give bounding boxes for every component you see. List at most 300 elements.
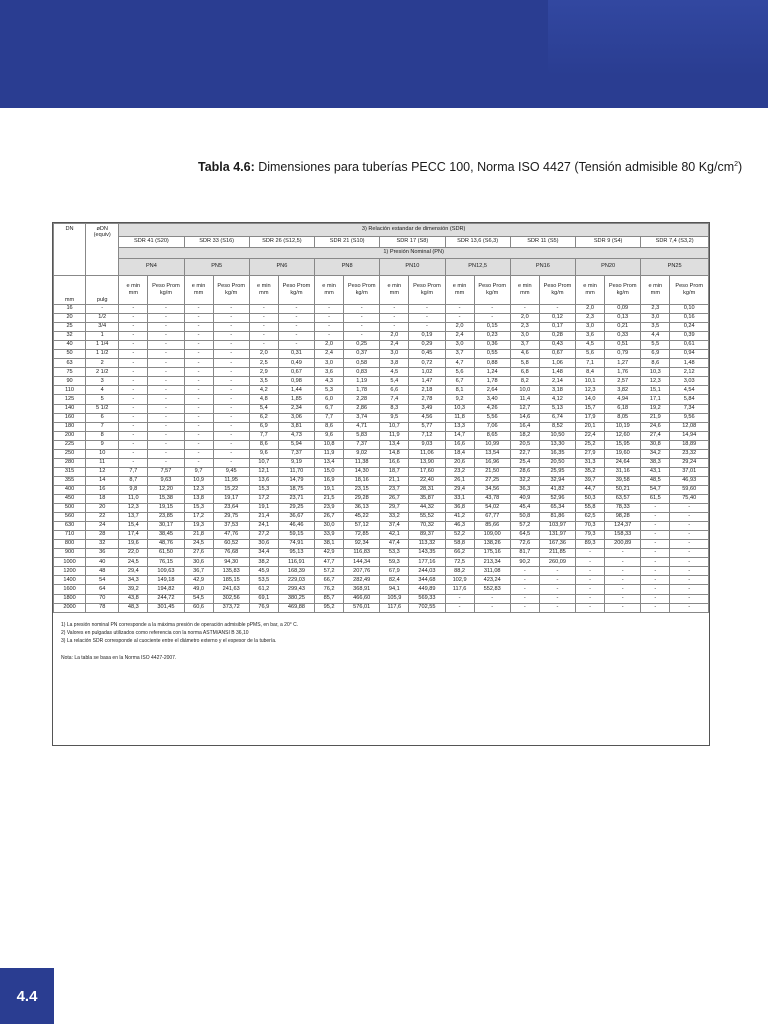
table-cell: - [148,368,184,377]
table-row [54,350,709,359]
table-row [54,395,709,404]
cell-pulg: 24 [86,522,119,531]
table-cell: 94,1 [380,585,409,594]
table-cell: 76,9 [249,603,278,612]
table-cell: 0,28 [539,332,575,341]
table-cell: 23,2 [445,467,474,476]
table-row [54,576,709,585]
table-cell: 25,2 [576,440,605,449]
table-cell: 14,7 [445,431,474,440]
cell-dn: 1400 [54,576,86,585]
table-cell: - [148,422,184,431]
table-cell: 311,08 [474,567,510,576]
table-cell: 117,6 [380,603,409,612]
table-cell: - [344,323,380,332]
table-cell: 72,85 [344,531,380,540]
table-cell: 46,3 [445,522,474,531]
table-cell: 13,7 [119,513,148,522]
table-cell: 373,72 [213,603,249,612]
table-cell: - [576,594,605,603]
table-cell: - [148,395,184,404]
table-cell: 3,5 [641,323,670,332]
table-row [54,549,709,558]
table-cell: 13,4 [315,458,344,467]
table-cell: - [510,585,539,594]
table-cell: 60,52 [213,540,249,549]
table-cell: 28,6 [510,467,539,476]
table-row [54,513,709,522]
cell-dn: 1600 [54,585,86,594]
header-emin-4: e min mm [380,276,409,305]
table-cell: 39,2 [119,585,148,594]
table-cell: 30,6 [249,540,278,549]
table-cell: 5,84 [670,395,709,404]
table-cell: 9,7 [184,467,213,476]
table-cell: 31,3 [576,458,605,467]
cell-pulg: 8 [86,431,119,440]
page-number: 4.4 [0,968,54,1024]
table-cell: 2,0 [576,305,605,314]
table-cell: 0,83 [344,368,380,377]
table-cell: 11,4 [510,395,539,404]
header-sdr-7: SDR 9 (S4) [576,237,641,248]
table-cell: - [213,413,249,422]
table-cell: 8,1 [445,386,474,395]
table-cell: - [119,404,148,413]
cell-dn: 355 [54,476,86,485]
cell-pulg: 28 [86,531,119,540]
table-cell: 38,2 [249,558,278,567]
table-cell: 12,3 [641,377,670,386]
table-row [54,323,709,332]
table-cell: 89,3 [576,540,605,549]
table-cell: 35,87 [409,494,445,503]
table-cell: 9,45 [213,467,249,476]
header-emin-6: e min mm [510,276,539,305]
table-cell: 19,3 [184,522,213,531]
table-cell: 2,64 [474,386,510,395]
table-cell: 4,54 [670,386,709,395]
table-cell: 66,7 [315,576,344,585]
table-notes [53,613,709,663]
table-cell: 9,6 [315,431,344,440]
table-cell: - [670,576,709,585]
table-cell: 3,18 [539,386,575,395]
table-cell: 37,53 [213,522,249,531]
table-cell: 3,81 [278,422,314,431]
table-row [54,585,709,594]
table-row [54,431,709,440]
table-cell: 18,4 [445,449,474,458]
table-cell: 76,2 [315,585,344,594]
table-cell: - [510,576,539,585]
table-cell: 2,3 [576,314,605,323]
table-cell: 15,38 [148,494,184,503]
table-cell: 29,75 [213,513,249,522]
cell-pulg: 64 [86,585,119,594]
table-cell: 116,83 [344,549,380,558]
header-peso-3: Peso Prom kg/m [344,276,380,305]
table-cell: 241,63 [213,585,249,594]
table-cell: 48,5 [641,476,670,485]
table-cell: 10,7 [249,458,278,467]
cell-pulg: 20 [86,504,119,513]
cell-pulg: 5 1/2 [86,404,119,413]
table-cell: 4,26 [474,404,510,413]
table-cell: 85,7 [315,594,344,603]
table-cell: 47,4 [380,540,409,549]
table-cell: 0,25 [344,341,380,350]
cell-pulg: 6 [86,413,119,422]
table-cell: 54,5 [184,594,213,603]
table-cell: - [576,558,605,567]
table-cell: 33,9 [315,531,344,540]
table-row [54,377,709,386]
header-sdr-8: SDR 7,4 (S3,2) [641,237,709,248]
table-cell: 2,86 [344,404,380,413]
table-cell: 8,3 [380,404,409,413]
table-cell: 3,7 [510,341,539,350]
table-cell: 62,5 [576,513,605,522]
table-cell: - [641,567,670,576]
table-cell: 6,2 [249,413,278,422]
table-cell: 18,89 [670,440,709,449]
header-peso-7: Peso Prom kg/m [605,276,641,305]
table-cell: 18,16 [344,476,380,485]
table-cell: 10,99 [474,440,510,449]
header-pn-8: PN25 [641,259,709,276]
table-cell: 48,3 [119,603,148,612]
table-cell: 12,3 [576,386,605,395]
table-cell: 34,2 [641,449,670,458]
table-cell: 5,4 [380,377,409,386]
table-cell: - [576,549,605,558]
table-cell: - [213,404,249,413]
header-pn-7: PN20 [576,259,641,276]
table-cell: 17,4 [119,531,148,540]
table-cell: 66,2 [445,549,474,558]
table-cell: 5,56 [474,413,510,422]
table-cell: 57,2 [315,567,344,576]
header-pn-6: PN16 [510,259,575,276]
cell-dn: 160 [54,413,86,422]
table-cell: - [670,567,709,576]
header-band [0,0,768,108]
table-cell: - [119,314,148,323]
table-cell: - [148,341,184,350]
table-cell: 1,78 [344,386,380,395]
cell-pulg: 54 [86,576,119,585]
table-cell: 15,95 [605,440,641,449]
table-cell: 211,85 [539,549,575,558]
table-cell: - [315,323,344,332]
table-cell: 16,6 [380,458,409,467]
table-cell: 4,3 [315,377,344,386]
table-cell: - [184,323,213,332]
cell-pulg: 5 [86,395,119,404]
table-cell: 0,21 [605,323,641,332]
cell-pulg: 40 [86,558,119,567]
cell-dn: 32 [54,332,86,341]
table-cell: - [184,431,213,440]
table-cell: - [315,305,344,314]
table-cell: 75,40 [670,494,709,503]
table-cell: 194,82 [148,585,184,594]
table-cell: - [119,422,148,431]
table-cell: - [670,531,709,540]
table-cell: 135,83 [213,567,249,576]
cell-dn: 315 [54,467,86,476]
table-cell: 167,36 [539,540,575,549]
header-sdr-3: SDR 21 (S10) [315,237,380,248]
table-cell: 2,12 [670,368,709,377]
header-peso-8: Peso Prom kg/m [670,276,709,305]
table-cell: 423,24 [474,576,510,585]
table-cell: - [380,305,409,314]
table-cell: 7,34 [670,404,709,413]
table-cell: 33,1 [445,494,474,503]
header-peso-1: Peso Prom kg/m [213,276,249,305]
table-cell: 12,20 [148,485,184,494]
table-cell: - [184,458,213,467]
table-title-close: ) [738,160,743,174]
table-cell: - [119,341,148,350]
table-cell: - [148,377,184,386]
table-cell: 117,6 [445,585,474,594]
table-cell: 21,4 [249,513,278,522]
table-cell: 11,9 [315,449,344,458]
table-cell: 0,94 [670,350,709,359]
table-cell: 25,4 [510,458,539,467]
table-cell: 4,94 [605,395,641,404]
table-cell: 2,3 [641,305,670,314]
table-cell: 8,65 [474,431,510,440]
table-cell: 1,47 [409,377,445,386]
table-cell: 16,96 [474,458,510,467]
cell-dn: 20 [54,314,86,323]
cell-dn: 110 [54,386,86,395]
header-wave-decoration [548,0,768,108]
table-cell: 50,3 [576,494,605,503]
header-pn-2: PN6 [249,259,314,276]
table-cell: 22,7 [510,449,539,458]
table-cell: - [605,594,641,603]
table-cell: 43,8 [119,594,148,603]
header-pn-5: PN12,5 [445,259,510,276]
table-cell: 466,60 [344,594,380,603]
table-cell: 552,83 [474,585,510,594]
table-cell: 64,5 [510,531,539,540]
table-cell: - [184,350,213,359]
table-cell: - [213,377,249,386]
table-cell: - [510,603,539,612]
table-cell: - [576,576,605,585]
table-cell: 200,89 [605,540,641,549]
table-cell: - [119,359,148,368]
table-cell: - [670,603,709,612]
table-cell: 46,93 [670,476,709,485]
table-cell: 103,97 [539,522,575,531]
table-cell: 90,2 [510,558,539,567]
table-cell: - [409,323,445,332]
table-cell: 0,98 [278,377,314,386]
table-cell: - [510,567,539,576]
table-cell: - [539,603,575,612]
table-cell: 50,21 [605,485,641,494]
table-cell: - [445,594,474,603]
table-cell: 1,06 [539,359,575,368]
cell-dn: 250 [54,449,86,458]
table-cell: 30,8 [641,440,670,449]
table-cell: - [539,576,575,585]
header-emin-7: e min mm [576,276,605,305]
table-cell: 3,6 [576,332,605,341]
header-pn-1: PN5 [184,259,249,276]
table-cell: 1,85 [278,395,314,404]
table-cell: 0,45 [409,350,445,359]
table-cell: 185,15 [213,576,249,585]
table-cell: 3,0 [445,341,474,350]
table-cell: 149,18 [148,576,184,585]
table-cell: 0,36 [474,341,510,350]
table-cell: 1,27 [605,359,641,368]
cell-dn: 225 [54,440,86,449]
table-cell: 22,0 [119,549,148,558]
table-cell: 98,28 [605,513,641,522]
table-cell: 54,02 [474,504,510,513]
cell-pulg: 1 1/4 [86,341,119,350]
table-cell: 1,78 [474,377,510,386]
table-cell: - [249,341,278,350]
cell-pulg: 78 [86,603,119,612]
table-cell: 158,33 [605,531,641,540]
header-odn [86,224,119,276]
table-cell: 70,32 [409,522,445,531]
table-cell: 0,13 [605,314,641,323]
cell-pulg: 16 [86,485,119,494]
table-cell: 4,8 [249,395,278,404]
table-cell: - [184,413,213,422]
table-cell: 59,3 [380,558,409,567]
table-cell: 7,37 [278,449,314,458]
table-cell: 34,3 [119,576,148,585]
table-cell: 0,10 [670,305,709,314]
table-cell: - [670,585,709,594]
cell-pulg: 12 [86,467,119,476]
table-cell: 10,3 [641,368,670,377]
table-cell: 23,64 [213,504,249,513]
table-cell: 30,17 [148,522,184,531]
cell-dn: 125 [54,395,86,404]
table-cell: 2,0 [510,314,539,323]
table-cell: 29,24 [670,458,709,467]
table-cell: - [409,305,445,314]
cell-dn: 500 [54,504,86,513]
table-cell: 74,91 [278,540,314,549]
table-cell: 168,39 [278,567,314,576]
table-cell: - [213,422,249,431]
table-cell: - [670,513,709,522]
table-cell: 109,63 [148,567,184,576]
table-cell: - [278,314,314,323]
table-row [54,404,709,413]
table-cell: - [119,332,148,341]
table-cell: 57,12 [344,522,380,531]
header-emin-3: e min mm [315,276,344,305]
table-cell: 30,6 [184,558,213,567]
cell-dn: 40 [54,341,86,350]
table-cell: - [641,585,670,594]
cell-dn: 180 [54,422,86,431]
table-cell: 260,09 [539,558,575,567]
table-cell: 42,9 [184,576,213,585]
table-cell: - [119,305,148,314]
table-cell: 7,7 [315,413,344,422]
table-cell: 7,57 [148,467,184,476]
table-cell: 23,15 [344,485,380,494]
table-title-label: Tabla 4.6: [198,160,255,174]
table-cell: - [148,386,184,395]
header-emin-1: e min mm [184,276,213,305]
cell-pulg: 2 [86,359,119,368]
table-cell: 9,02 [344,449,380,458]
table-cell: 102,9 [445,576,474,585]
cell-pulg: 3 [86,377,119,386]
table-cell: 8,2 [510,377,539,386]
table-cell: - [249,323,278,332]
table-cell: 15,4 [119,522,148,531]
table-cell: - [539,585,575,594]
table-cell: 8,52 [539,422,575,431]
table-cell: - [380,323,409,332]
table-cell: 78,33 [605,504,641,513]
table-cell: - [148,332,184,341]
table-cell: 76,68 [213,549,249,558]
table-cell: 7,06 [474,422,510,431]
cell-pulg: 32 [86,540,119,549]
table-cell: 12,1 [249,467,278,476]
table-cell: 19,60 [605,449,641,458]
table-cell: 9,63 [148,476,184,485]
table-cell: 116,91 [278,558,314,567]
table-cell: - [119,458,148,467]
table-cell: 19,1 [249,504,278,513]
table-cell: - [474,305,510,314]
table-cell: 21,1 [380,476,409,485]
table-cell: 2,5 [249,359,278,368]
table-cell: 48,76 [148,540,184,549]
table-row [54,603,709,612]
table-cell: - [278,305,314,314]
table-cell: - [641,540,670,549]
table-cell: 11,0 [119,494,148,503]
table-cell: 27,9 [576,449,605,458]
table-cell: - [641,576,670,585]
table-cell: 11,38 [344,458,380,467]
header-emin-2: e min mm [249,276,278,305]
cell-dn: 16 [54,305,86,314]
table-cell: - [278,323,314,332]
table-cell: 2,3 [510,323,539,332]
table-cell: 6,6 [380,386,409,395]
table-cell: 10,0 [510,386,539,395]
table-cell: 36,13 [344,504,380,513]
table-cell: - [344,305,380,314]
table-cell: 3,7 [445,350,474,359]
table-cell: - [213,368,249,377]
table-cell: 32,2 [510,476,539,485]
table-cell: 72,5 [445,558,474,567]
